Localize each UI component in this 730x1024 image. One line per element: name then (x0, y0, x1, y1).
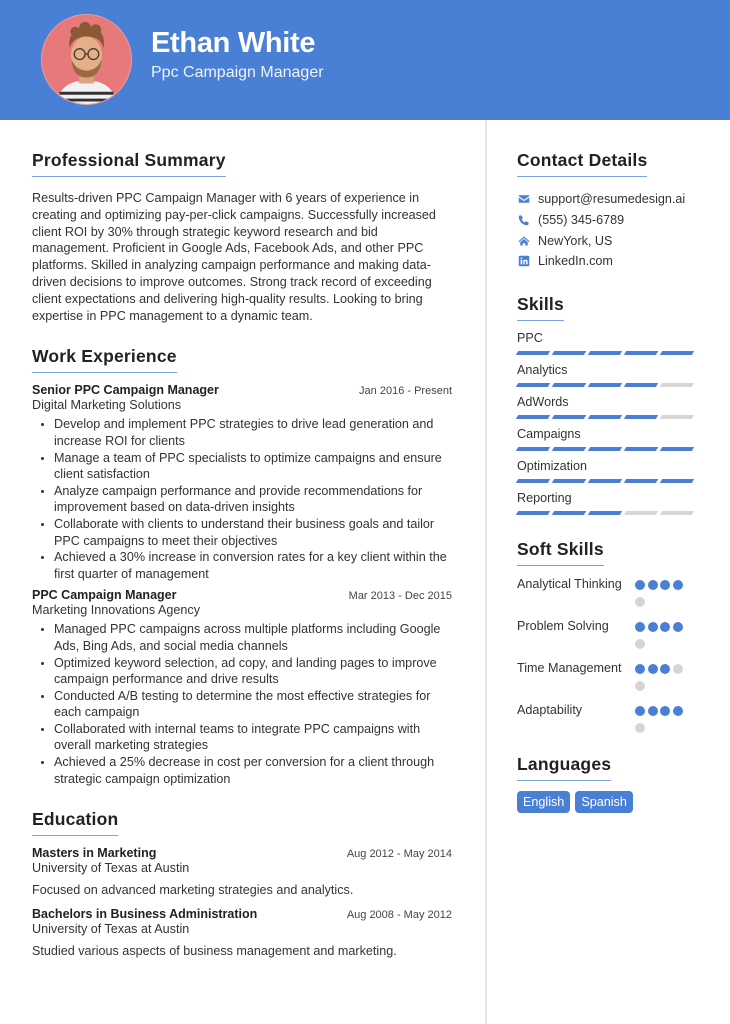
job-dates: Jan 2016 - Present (359, 385, 452, 398)
skill-level-segment (552, 351, 586, 355)
school-name: University of Texas at Austin (32, 922, 190, 937)
education-entry (32, 846, 452, 897)
contact-details-section (517, 150, 707, 272)
rating-dot-icon (635, 639, 645, 649)
skill-item (517, 395, 707, 419)
soft-skills-section (517, 539, 707, 740)
skill-level-segment (660, 511, 694, 515)
linkedin-icon (517, 255, 530, 268)
rating-dot-icon (635, 597, 645, 607)
list-item: • Conducted A/B testing to determine the most effective strategies for each campaign (54, 688, 452, 721)
list-item: • Collaborate with clients to understand their business goals and tailor PPC campaigns to meet their objectives (54, 516, 452, 549)
soft-skill-item (517, 618, 707, 656)
contact-text: (555) 345-6789 (538, 213, 625, 228)
skill-level-segment (588, 479, 622, 483)
education-description: Studied various aspects of business management and marketing. (32, 944, 397, 959)
contact-location (517, 230, 707, 251)
job-title: PPC Campaign Manager (32, 588, 177, 603)
skill-name: Analytics (517, 362, 568, 377)
rating-dot-icon (635, 664, 645, 674)
soft-skill-rating (635, 660, 695, 698)
school-name: University of Texas at Austin (32, 861, 190, 876)
list-item: • Optimized keyword selection, ad copy, and landing pages to improve campaign performance and drive results (54, 655, 452, 688)
skill-level-segment (552, 415, 586, 419)
soft-skill-item (517, 702, 707, 740)
contact-text: support@resumedesign.ai (538, 192, 686, 207)
rating-dot-icon (660, 664, 670, 674)
skill-level-segment (552, 479, 586, 483)
degree-name: Masters in Marketing (32, 846, 157, 861)
skill-item (517, 459, 707, 483)
soft-skill-item (517, 576, 707, 614)
responsibilities-list (32, 416, 452, 582)
soft-skill-rating (635, 576, 695, 614)
skill-level-segment (516, 415, 550, 419)
skill-name: Campaigns (517, 426, 581, 441)
skill-level-segment (516, 351, 550, 355)
company-name: Marketing Innovations Agency (32, 603, 201, 618)
education-entry (32, 907, 452, 958)
company-name: Digital Marketing Solutions (32, 398, 182, 413)
skill-level-segment (660, 351, 694, 355)
contact-text: LinkedIn.com (538, 254, 613, 269)
skill-name: Optimization (517, 458, 587, 473)
section-heading: Contact Details (517, 150, 647, 177)
job-title: Senior PPC Campaign Manager (32, 383, 219, 398)
profile-photo (41, 14, 132, 105)
section-heading: Skills (517, 294, 564, 321)
education-dates: Aug 2008 - May 2012 (346, 909, 452, 922)
soft-skill-name: Adaptability (517, 702, 583, 717)
soft-skill-name: Analytical Thinking (517, 576, 622, 591)
education-dates: Aug 2012 - May 2014 (346, 848, 452, 861)
skill-level-segment (552, 447, 586, 451)
resume-header (0, 0, 730, 120)
soft-skill-name: Problem Solving (517, 618, 609, 633)
skill-item (517, 491, 707, 515)
skill-level-segment (660, 415, 694, 419)
skill-item (517, 363, 707, 387)
skill-level-segment (588, 351, 622, 355)
rating-dot-icon (648, 580, 658, 590)
list-item: • Analyze campaign performance and provide recommendations for improvement based on data-driven insights (54, 483, 452, 516)
rating-dot-icon (673, 622, 683, 632)
language-tag: Spanish (575, 791, 633, 813)
skill-level-bar (517, 415, 707, 419)
section-heading: Education (32, 809, 118, 836)
skill-level-segment (660, 479, 694, 483)
skill-level-segment (588, 447, 622, 451)
skill-level-segment (624, 351, 658, 355)
skill-level-segment (624, 511, 658, 515)
soft-skill-name: Time Management (517, 660, 622, 675)
rating-dot-icon (660, 580, 670, 590)
home-icon (517, 234, 530, 247)
education-section (32, 809, 452, 958)
contact-phone[interactable] (517, 210, 707, 231)
section-heading: Work Experience (32, 346, 177, 373)
skill-level-segment (624, 479, 658, 483)
job-entry (32, 588, 452, 787)
sidebar-column (517, 150, 707, 813)
language-tag: English (517, 791, 570, 813)
section-heading: Soft Skills (517, 539, 604, 566)
professional-summary-section (32, 150, 452, 324)
contact-text: NewYork, US (538, 233, 613, 248)
skill-level-segment (588, 383, 622, 387)
envelope-icon (517, 193, 530, 206)
rating-dot-icon (673, 580, 683, 590)
rating-dot-icon (635, 580, 645, 590)
summary-text: Results-driven PPC Campaign Manager with 6 years of experience in creating and optimizing pay-per-click campaigns. Successfully increased client ROI by 30% through strategic keyword research and bid management. Proficient in Google Ads, Facebook Ads, and other PPC platforms. Skilled in analyzing campaign performance and making data-driven decisions to improve outcomes. Strong track record of exceeding client expectations and delivering high-quality results. Looking to bring expertise in PPC management to a dynamic team. (32, 191, 436, 323)
job-dates: Mar 2013 - Dec 2015 (348, 590, 452, 603)
education-description: Focused on advanced marketing strategies and analytics. (32, 883, 354, 898)
rating-dot-icon (673, 664, 683, 674)
soft-skill-rating (635, 618, 695, 656)
skill-level-segment (516, 511, 550, 515)
skill-name: AdWords (517, 394, 569, 409)
skill-level-segment (624, 447, 658, 451)
list-item: • Managed PPC campaigns across multiple platforms including Google Ads, Bing Ads, and social media channels (54, 621, 452, 654)
skill-level-bar (517, 479, 707, 483)
main-column (32, 150, 452, 958)
contact-linkedin[interactable] (517, 251, 707, 272)
section-heading: Professional Summary (32, 150, 226, 177)
contact-email[interactable] (517, 189, 707, 210)
skill-name: Reporting (517, 490, 572, 505)
skill-level-segment (516, 479, 550, 483)
list-item: • Achieved a 30% increase in conversion rates for a key client within the first quarter of management (54, 549, 452, 582)
skill-level-segment (552, 511, 586, 515)
job-entry (32, 383, 452, 582)
person-photo-icon (42, 15, 131, 104)
candidate-title: Ppc Campaign Manager (151, 64, 324, 81)
soft-skill-item (517, 660, 707, 698)
list-item: • Develop and implement PPC strategies to drive lead generation and increase ROI for clients (54, 416, 452, 449)
skill-level-segment (660, 383, 694, 387)
list-item: • Manage a team of PPC specialists to optimize campaigns and ensure client satisfaction (54, 450, 452, 483)
section-heading: Languages (517, 754, 611, 781)
skill-level-bar (517, 447, 707, 451)
skill-level-bar (517, 511, 707, 515)
rating-dot-icon (660, 706, 670, 716)
rating-dot-icon (635, 681, 645, 691)
skill-level-segment (552, 383, 586, 387)
skill-level-segment (588, 511, 622, 515)
degree-name: Bachelors in Business Administration (32, 907, 258, 922)
skill-level-segment (516, 447, 550, 451)
rating-dot-icon (635, 723, 645, 733)
rating-dot-icon (660, 622, 670, 632)
rating-dot-icon (635, 706, 645, 716)
phone-icon (517, 214, 530, 227)
candidate-name: Ethan White (151, 27, 316, 59)
rating-dot-icon (648, 664, 658, 674)
skill-level-bar (517, 383, 707, 387)
column-divider (485, 120, 487, 1024)
skill-level-segment (516, 383, 550, 387)
list-item: • Achieved a 25% decrease in cost per conversion for a client through strategic campaign optimization (54, 754, 452, 787)
skills-section (517, 294, 707, 515)
list-item: • Collaborated with internal teams to integrate PPC campaigns with overall marketing strategies (54, 721, 452, 754)
languages-section (517, 754, 707, 813)
skill-level-segment (660, 447, 694, 451)
rating-dot-icon (673, 706, 683, 716)
skill-item (517, 331, 707, 355)
skill-name: PPC (517, 330, 543, 345)
soft-skill-rating (635, 702, 695, 740)
skill-level-bar (517, 351, 707, 355)
rating-dot-icon (648, 622, 658, 632)
skill-level-segment (624, 415, 658, 419)
rating-dot-icon (635, 622, 645, 632)
skill-level-segment (588, 415, 622, 419)
skill-level-segment (624, 383, 658, 387)
rating-dot-icon (648, 706, 658, 716)
skill-item (517, 427, 707, 451)
work-experience-section (32, 346, 452, 787)
responsibilities-list (32, 621, 452, 787)
